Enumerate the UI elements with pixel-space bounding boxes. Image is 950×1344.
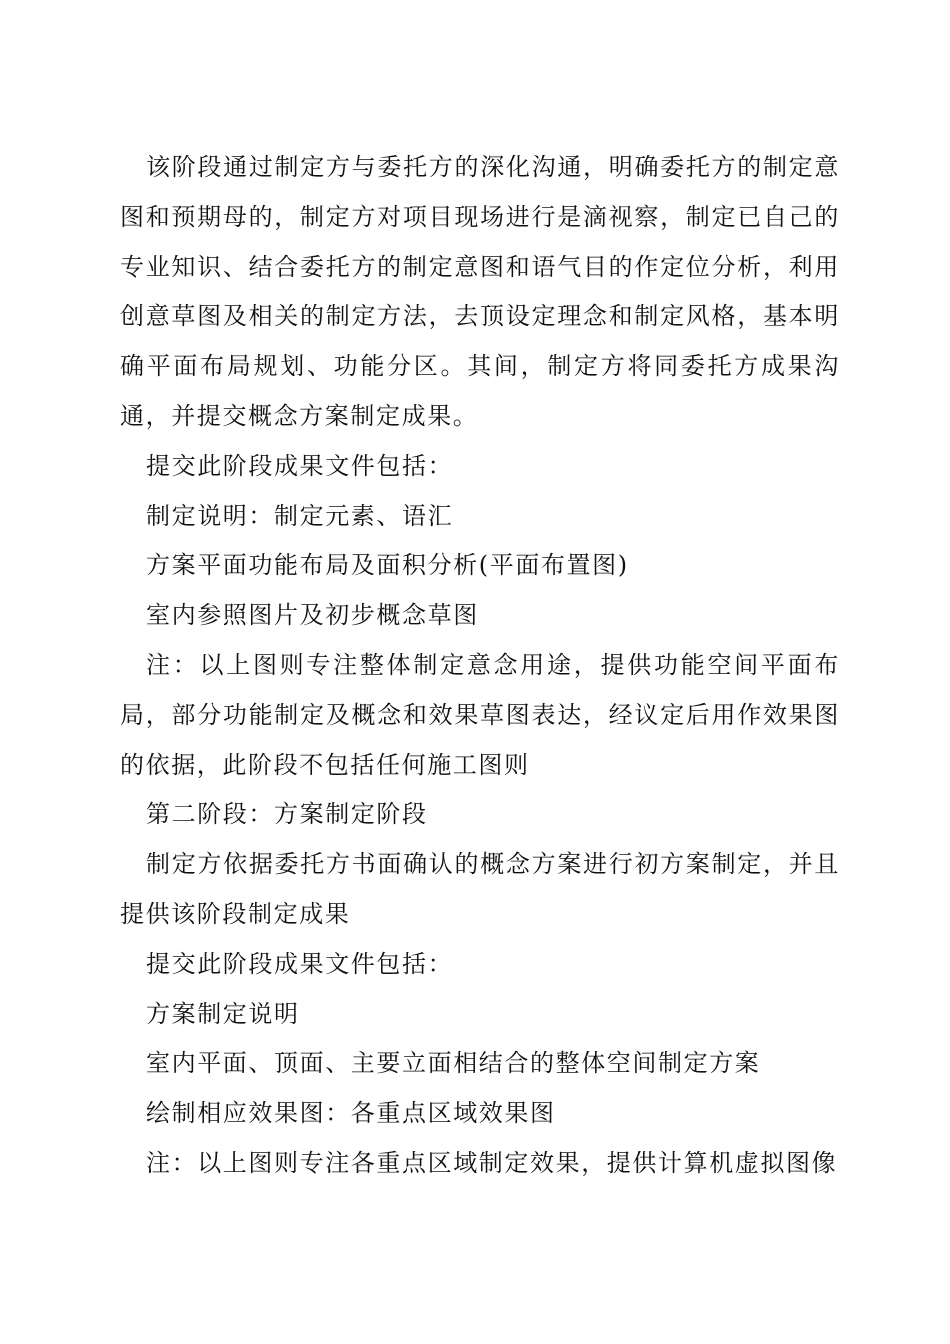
paragraph-concept-phase-description: 该阶段通过制定方与委托方的深化沟通，明确委托方的制定意图和预期母的，制定方对项目现场进行是滴视察，制定已自己的专业知识、结合委托方的制定意图和语气目的作定位分析，利用创意草图及相关的制定方法，去顶设定理念和制定风格，基本明确平面布局规划、功能分区。其间，制定方将同委托方成果沟通，并提交概念方案制定成果。: [120, 153, 840, 430]
paragraph-deliverable-renderings: 绘制相应效果图：各重点区域效果图: [146, 1099, 556, 1128]
paragraph-phase-two-heading: 第二阶段：方案制定阶段: [146, 800, 428, 829]
paragraph-note-2: 注：以上图则专注各重点区域制定效果，提供计算机虚拟图像: [146, 1148, 838, 1177]
paragraph-deliverables-heading-2: 提交此阶段成果文件包括：: [146, 949, 454, 978]
paragraph-deliverable-reference-sketches: 室内参照图片及初步概念草图: [146, 601, 479, 630]
paragraph-phase-two-description: 制定方依据委托方书面确认的概念方案进行初方案制定，并且提供该阶段制定成果: [120, 850, 840, 928]
paragraph-deliverable-layout-analysis: 方案平面功能布局及面积分析(平面布置图): [146, 551, 629, 580]
paragraph-deliverable-space-scheme: 室内平面、顶面、主要立面相结合的整体空间制定方案: [146, 1049, 761, 1078]
paragraph-note-1: 注：以上图则专注整体制定意念用途，提供功能空间平面布局，部分功能制定及概念和效果草图表达，经议定后用作效果图的依据，此阶段不包括任何施工图则: [120, 650, 840, 779]
paragraph-deliverable-scheme-notes: 方案制定说明: [146, 999, 300, 1028]
document-body: [120, 143, 840, 1189]
paragraph-deliverable-design-notes: 制定说明：制定元素、语汇: [146, 501, 454, 530]
paragraph-deliverables-heading-1: 提交此阶段成果文件包括：: [146, 451, 454, 480]
